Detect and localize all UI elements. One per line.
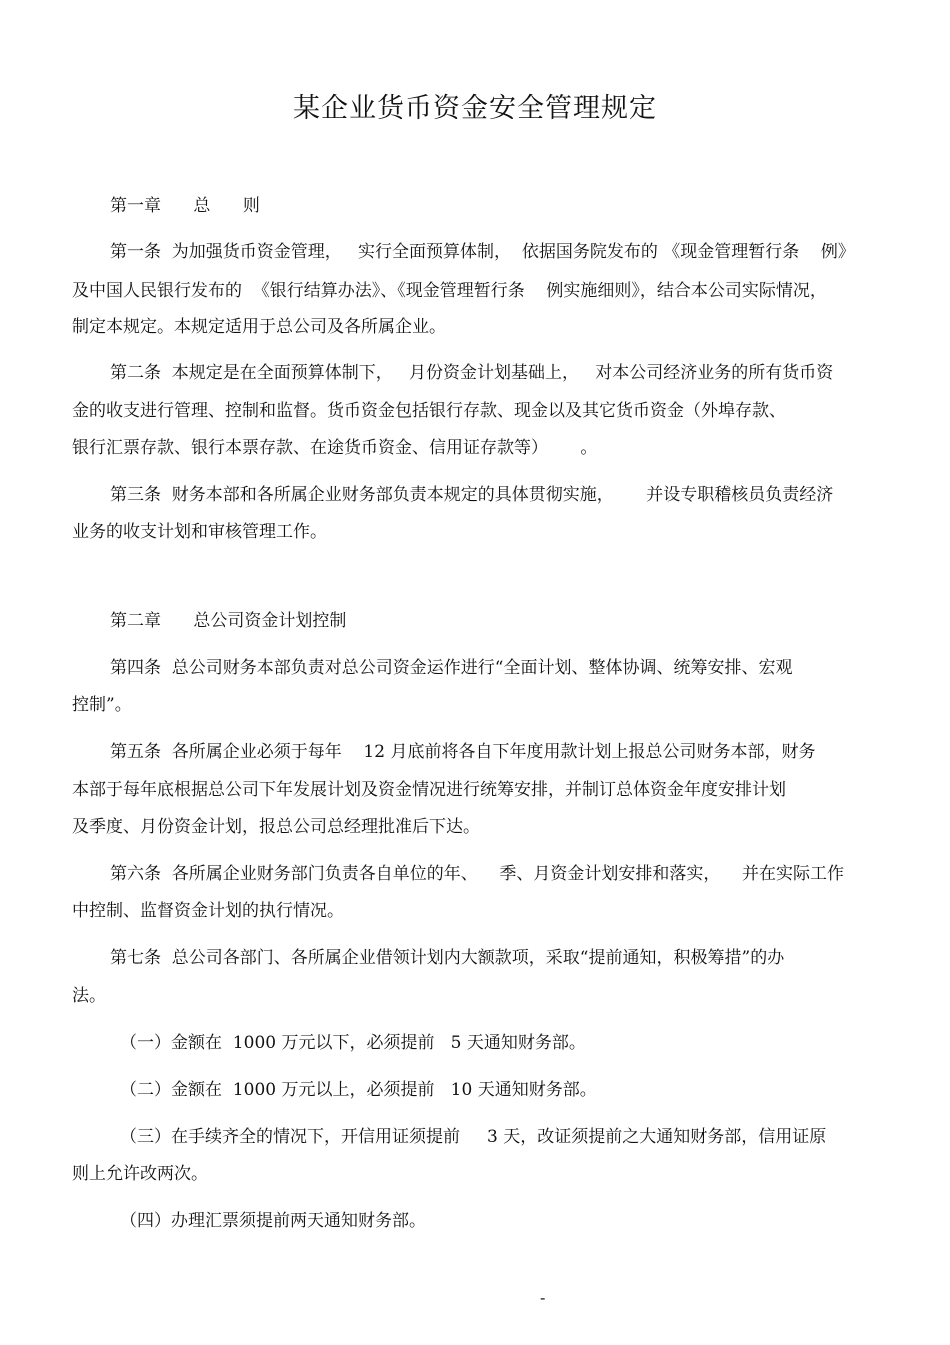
list-item: （三）在手续齐全的情况下，开信用证须提前 3 天，改证须提前之大通知财务部，信用证原	[120, 1127, 827, 1147]
article-6-line-1: 第六条 各所属企业财务部门负责各自单位的年、 季、月资金计划安排和落实， 并在实际工作	[110, 864, 845, 884]
chapter-heading: 第二章 总公司资金计划控制	[110, 611, 347, 631]
chapter-heading: 第一章 总 则	[110, 196, 260, 216]
article-6-line-2: 中控制、监督资金计划的执行情况。	[72, 901, 344, 921]
article-3-line-2: 业务的收支计划和审核管理工作。	[72, 522, 327, 542]
list-item: （二）金额在 1000 万元以上，必须提前 10 天通知财务部。	[120, 1080, 597, 1100]
article-7-line-2: 法。	[72, 986, 106, 1006]
article-7-line-1: 第七条 总公司各部门、各所属企业借领计划内大额款项，采取“提前通知，积极筹措”的办	[110, 948, 785, 968]
document-title: 某企业货币资金安全管理规定	[293, 93, 657, 124]
page-number: -	[540, 1288, 546, 1307]
article-2-line-1: 第二条 本规定是在全面预算体制下， 月份资金计划基础上， 对本公司经济业务的所有货币资	[110, 363, 834, 383]
article-5-line-3: 及季度、月份资金计划，报总公司总经理批准后下达。	[72, 817, 480, 837]
article-4-line-2: 控制”。	[72, 695, 132, 715]
list-item-continuation: 则上允许改两次。	[72, 1164, 208, 1184]
article-5-line-2: 本部于每年底根据总公司下年发展计划及资金情况进行统筹安排，并制订总体资金年度安排计划	[72, 780, 786, 800]
article-1-line-2: 及中国人民银行发布的 《银行结算办法》、《现金管理暂行条 例实施细则》，结合本公司实际情况，	[72, 281, 827, 301]
article-1-line-3: 制定本规定。本规定适用于总公司及各所属企业。	[72, 317, 446, 337]
article-3-line-1: 第三条 财务本部和各所属企业财务部负责本规定的具体贯彻实施， 并设专职稽核员负责经济	[110, 485, 834, 505]
article-2-line-3: 银行汇票存款、银行本票存款、在途货币资金、信用证存款等） 。	[72, 438, 598, 458]
article-1-line-1: 第一条 为加强货币资金管理， 实行全面预算体制， 依据国务院发布的 《现金管理暂行条 例》	[110, 242, 855, 262]
article-4-line-1: 第四条 总公司财务本部负责对总公司资金运作进行“全面计划、整体协调、统筹安排、宏观	[110, 658, 793, 678]
list-item: （一）金额在 1000 万元以下，必须提前 5 天通知财务部。	[120, 1033, 586, 1053]
list-item: （四）办理汇票须提前两天通知财务部。	[120, 1211, 426, 1231]
article-5-line-1: 第五条 各所属企业必须于每年 12 月底前将各自下年度用款计划上报总公司财务本部，财务	[110, 742, 816, 762]
article-2-line-2: 金的收支进行管理、控制和监督。货币资金包括银行存款、现金以及其它货币资金（外埠存款、	[72, 401, 786, 421]
